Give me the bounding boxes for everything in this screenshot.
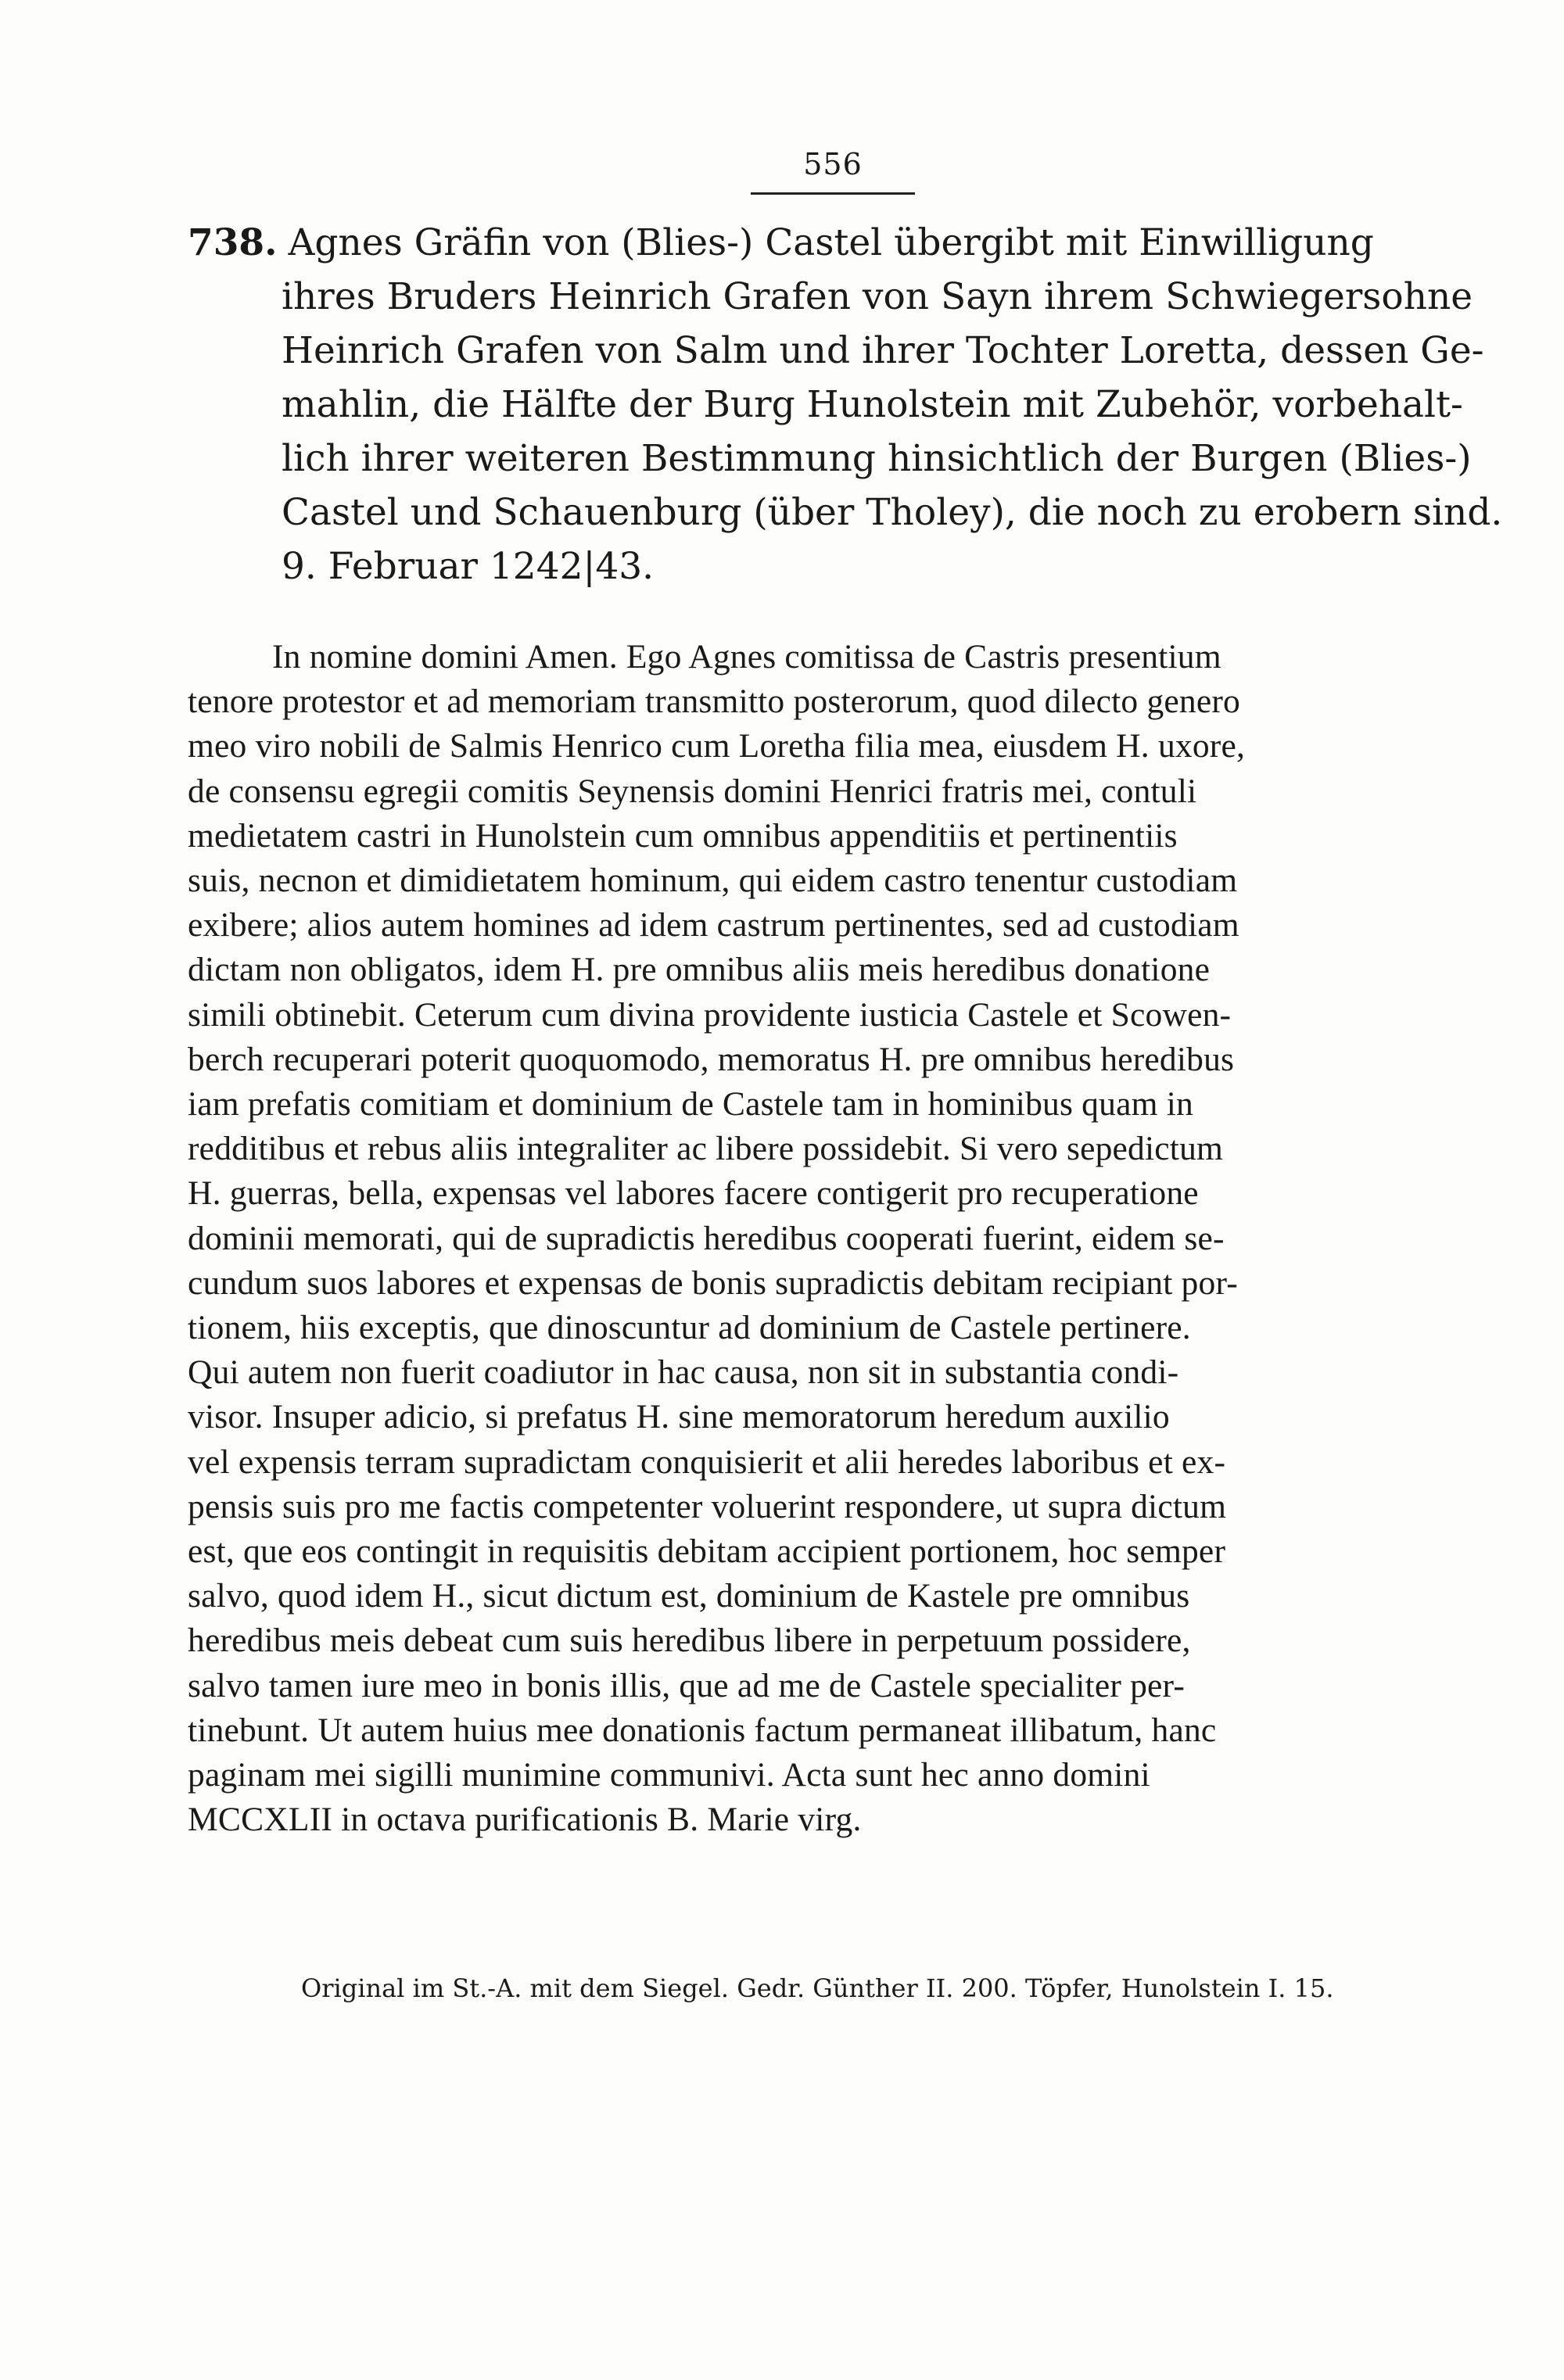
charter-line: medietatem castri in Hunolstein cum omnibus appenditiis et pertinentiis [188,816,1178,855]
heading-date: 9. Februar 1242|43. [282,545,655,588]
charter-line: heredibus meis debeat cum suis heredibus libere in perpetuum possidere, [188,1622,1191,1660]
heading-line: Heinrich Grafen von Salm und ihrer Tochter Loretta, dessen Ge- [282,329,1484,372]
regest-heading [188,216,1503,593]
charter-line: redditibus et rebus aliis integraliter ac libere possidebit. Si vero sepedictum [188,1130,1224,1168]
heading-line-text: Agnes Gräfin von (Blies-) Castel übergibt mit Einwilligung [288,221,1374,264]
charter-text [188,635,1462,1842]
charter-line: In nomine domini Amen. Ego Agnes comitissa de Castris presentium [272,638,1221,676]
charter-line: tinebunt. Ut autem huius mee donationis factum permaneat illibatum, hanc [188,1711,1217,1749]
source-note: Original im St.-A. mit dem Siegel. Gedr. Günther II. 200. Töpfer, Hunolstein I. 15. [301,1973,1334,2003]
charter-line: simili obtinebit. Ceterum cum divina providente iusticia Castele et Scowen- [188,995,1232,1034]
heading-line: ihres Bruders Heinrich Grafen von Sayn ihrem Schwiegersohne [282,275,1473,318]
charter-line: salvo tamen iure meo in bonis illis, que ad me de Castele specialiter per- [188,1666,1186,1704]
charter-line: meo viro nobili de Salmis Henrico cum Loretha filia mea, eiusdem H. uxore, [188,727,1246,765]
heading-line [188,216,1462,270]
charter-line: paginam mei sigilli munimine communivi. Acta sunt hec anno domini [188,1756,1150,1794]
charter-line: vel expensis terram supradictam conquisierit et alii heredes laboribus et ex- [188,1443,1226,1481]
charter-line: tenore protestor et ad memoriam transmitto posterorum, quod dilecto genero [188,683,1241,721]
charter-line: cundum suos labores et expensas de bonis supradictis debitam recipiant por- [188,1263,1238,1302]
charter-line: salvo, quod idem H., sicut dictum est, dominium de Kastele pre omnibus [188,1577,1190,1615]
charter-line: exibere; alios autem homines ad idem castrum pertinentes, sed ad custodiam [188,906,1239,944]
charter-line: de consensu egregii comitis Seynensis domini Henrici fratris mei, contuli [188,772,1197,810]
charter-line: tionem, hiis exceptis, que dinoscuntur ad dominium de Castele pertinere. [188,1309,1191,1347]
heading-line: mahlin, die Hälfte der Burg Hunolstein mit Zubehör, vorbehalt- [282,383,1463,426]
charter-line: pensis suis pro me factis competenter voluerint respondere, ut supra dictum [188,1487,1227,1525]
heading-line: Castel und Schauenburg (über Tholey), die noch zu erobern sind. [282,491,1503,534]
charter-line: dictam non obligatos, idem H. pre omnibus aliis meis heredibus donatione [188,951,1211,989]
page-number-rule [751,192,915,195]
charter-line: MCCXLII in octava purificationis B. Marie virg. [188,1801,862,1839]
charter-line: Qui autem non fuerit coadiutor in hac causa, non sit in substantia condi- [188,1353,1179,1392]
regest-number: 738. [188,221,278,264]
charter-line: H. guerras, bella, expensas vel labores facere contigerit pro recuperatione [188,1174,1199,1213]
charter-line: est, que eos contingit in requisitis debitam accipient portionem, hoc semper [188,1532,1226,1571]
charter-line: iam prefatis comitiam et dominium de Castele tam in hominibus quam in [188,1085,1193,1124]
heading-line: lich ihrer weiteren Bestimmung hinsichtlich der Burgen (Blies-) [282,437,1472,480]
page-number: 556 [803,147,863,181]
charter-line: suis, necnon et dimidietatem hominum, qui eidem castro tenentur custodiam [188,862,1238,900]
charter-line: berch recuperari poterit quoquomodo, memoratus H. pre omnibus heredibus [188,1040,1235,1078]
charter-line: dominii memorati, qui de supradictis heredibus cooperati fuerint, eidem se- [188,1219,1225,1257]
charter-line: visor. Insuper adicio, si prefatus H. sine memoratorum heredum auxilio [188,1398,1170,1436]
